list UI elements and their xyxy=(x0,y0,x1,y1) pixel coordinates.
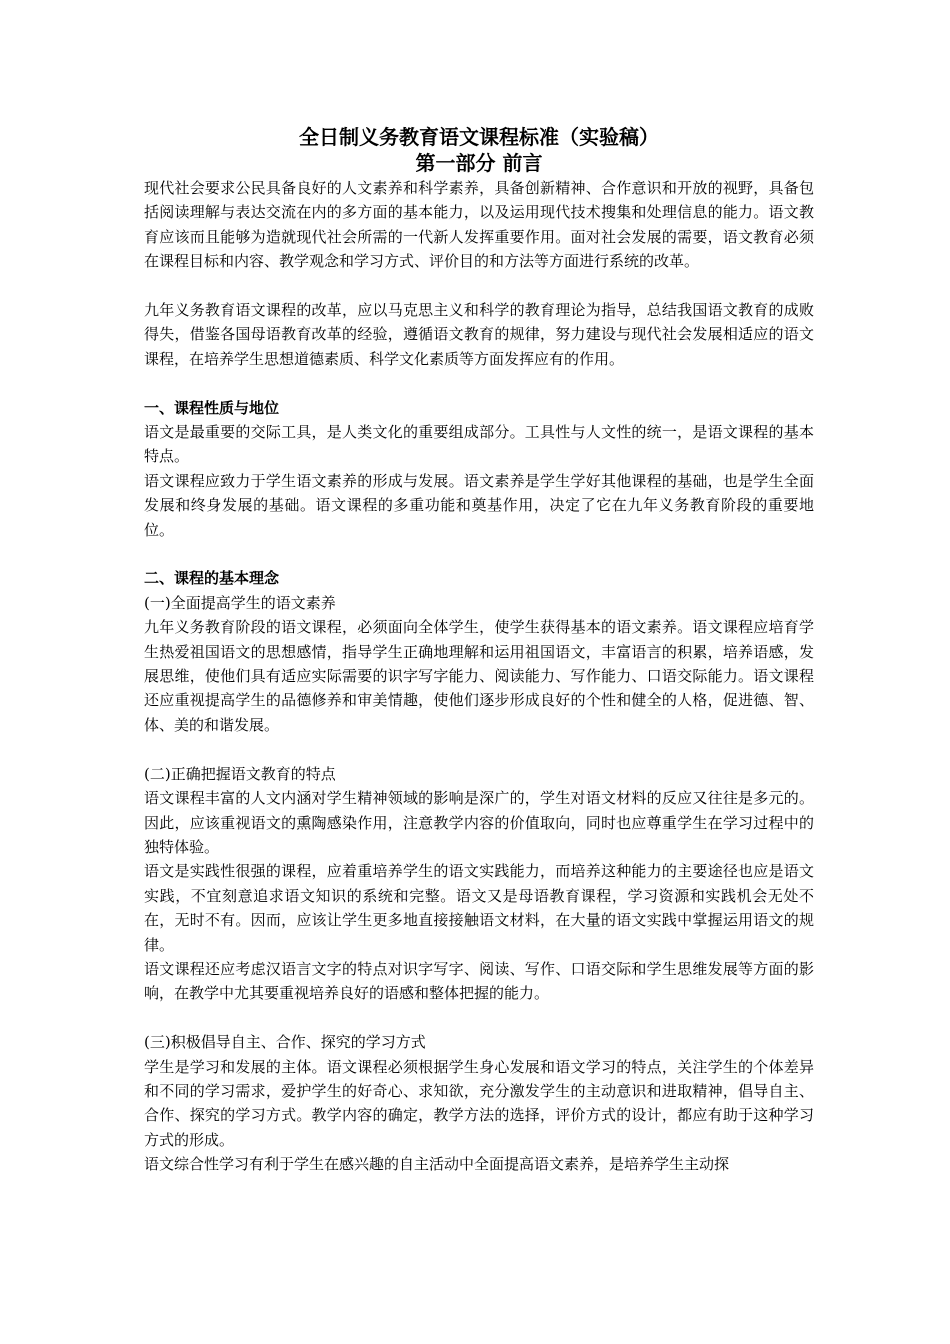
paragraph-gap xyxy=(144,274,814,298)
subsection2-paragraph-2: 语文是实践性很强的课程，应着重培养学生的语文实践能力，而培养这种能力的主要途径也应是语文实践，不宜刻意追求语文知识的系统和完整。语文又是母语教育课程，学习资源和实践机会无处不在，无时不有。因而，应该让学生更多地直接接触语文材料，在大量的语文实践中掌握运用语文的规律。 xyxy=(144,862,814,954)
paragraph-gap xyxy=(144,737,814,761)
subsection3-paragraph-2: 语文综合性学习有利于学生在感兴趣的自主活动中全面提高语文素养，是培养学生主动探 xyxy=(144,1155,730,1174)
section1-paragraph-2: 语文课程应致力于学生语文素养的形成与发展。语文素养是学生学好其他课程的基础，也是学生全面发展和终身发展的基础。语文课程的多重功能和奠基作用，决定了它在九年义务教育阶段的重要地位。 xyxy=(144,471,814,539)
intro-paragraph-2: 九年义务教育语文课程的改革，应以马克思主义和科学的教育理论为指导，总结我国语文教育的成败得失，借鉴各国母语教育改革的经验，遵循语文教育的规律，努力建设与现代社会发展相适应的语文课程，在培养学生思想道德素质、科学文化素质等方面发挥应有的作用。 xyxy=(144,301,814,368)
document-subtitle: 第一部分 前言 xyxy=(415,151,543,175)
paragraph-gap xyxy=(144,371,814,395)
subsection2-paragraph-1: 语文课程丰富的人文内涵对学生精神领域的影响是深广的，学生对语文材料的反应又往往是多元的。因此，应该重视语文的熏陶感染作用，注意教学内容的价值取向，同时也应尊重学生在学习过程中的独特体验。 xyxy=(144,789,814,856)
intro-paragraph-1: 现代社会要求公民具备良好的人文素养和科学素养，具备创新精神、合作意识和开放的视野，具备包括阅读理解与表达交流在内的多方面的基本能力，以及运用现代技术搜集和处理信息的能力。语文教育应该而且能够为造就现代社会所需的一代新人发挥重要作用。面对社会发展的需要，语文教育必须在课程目标和内容、教学观念和学习方式、评价目的和方法等方面进行系统的改革。 xyxy=(144,179,814,271)
subsection-heading-3: (三)积极倡导自主、合作、探究的学习方式 xyxy=(144,1033,426,1052)
subsection2-paragraph-3: 语文课程还应考虑汉语言文字的特点对识字写字、阅读、写作、口语交际和学生思维发展等方面的影响，在教学中尤其要重视培养良好的语感和整体把握的能力。 xyxy=(144,959,814,1003)
subsection-heading-2: (二)正确把握语文教育的特点 xyxy=(144,764,336,783)
paragraph-gap xyxy=(144,1006,814,1030)
section-heading-nature: 一、课程性质与地位 xyxy=(144,398,280,417)
document-title: 全日制义务教育语文课程标准（实验稿） xyxy=(299,125,659,149)
subsection1-paragraph-1: 九年义务教育阶段的语文课程，必须面向全体学生，使学生获得基本的语文素养。语文课程应培育学生热爱祖国语文的思想感情，指导学生正确地理解和运用祖国语文，丰富语言的积累，培养语感，发展思维，使他们具有适应实际需要的识字写字能力、阅读能力、写作能力、口语交际能力。语文课程还应重视提高学生的品德修养和审美情趣，使他们逐步形成良好的个性和健全的人格，促进德、智、体、美的和谐发展。 xyxy=(144,618,814,734)
subsection3-paragraph-1: 学生是学习和发展的主体。语文课程必须根据学生身心发展和语文学习的特点，关注学生的个体差异和不同的学习需求，爱护学生的好奇心、求知欲，充分激发学生的主动意识和进取精神，倡导自主、合作、探究的学习方式。教学内容的确定，教学方法的选择，评价方式的设计，都应有助于这种学习方式的形成。 xyxy=(144,1057,814,1149)
section1-paragraph-1: 语文是最重要的交际工具，是人类文化的重要组成部分。工具性与人文性的统一，是语文课程的基本特点。 xyxy=(144,423,814,466)
subsection-heading-1: (一)全面提高学生的语文素养 xyxy=(144,593,336,612)
section-heading-concepts: 二、课程的基本理念 xyxy=(144,569,280,588)
paragraph-gap xyxy=(144,542,814,566)
document-page xyxy=(144,120,814,1177)
